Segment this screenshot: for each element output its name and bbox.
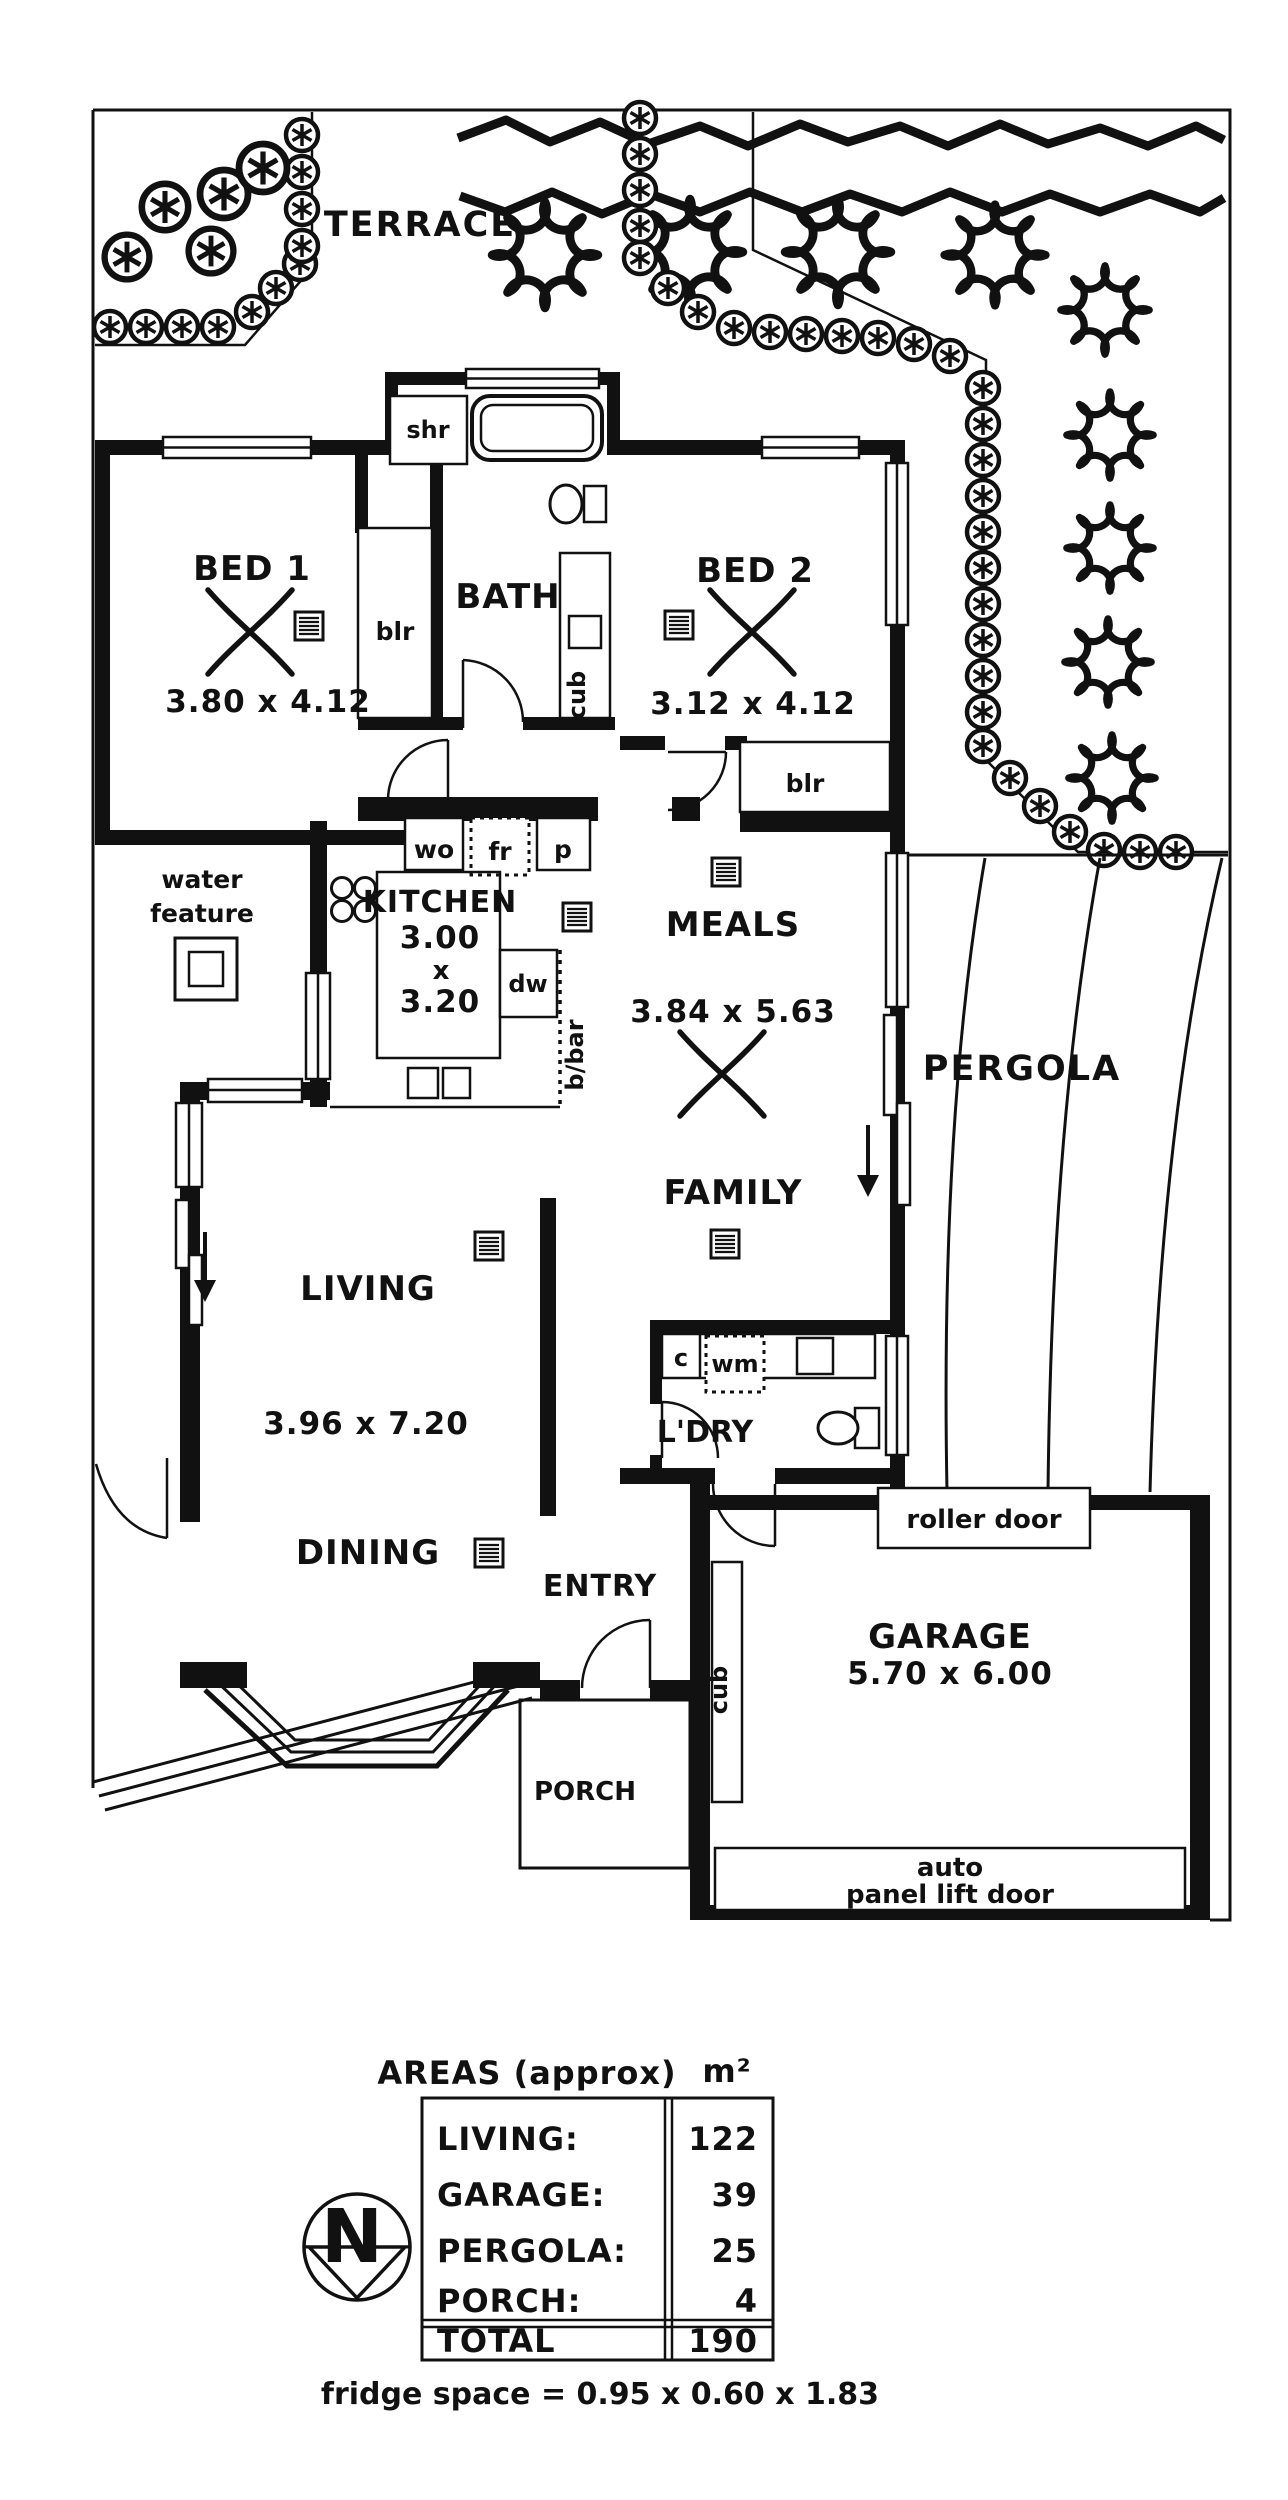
laundry-area [657,1334,879,1450]
pergola-label: PERGOLA [922,1049,1122,1089]
bed2-robe-label: blr [785,769,825,798]
washing-machine-label: wm [711,1350,759,1378]
shrub-icon [624,210,656,242]
shrub-icon [967,444,999,476]
shrub-icon [624,102,656,134]
water-feature-label-1: water [161,865,243,894]
bed1-label: BED 1 [193,549,311,589]
terrace-label: TERRACE [323,205,517,245]
living-dims: 3.96 x 7.20 [263,1406,469,1442]
table-row-value: 39 [711,2176,758,2214]
breakfast-bar-label: b/bar [561,1019,589,1091]
kitchen-label: KITCHEN [362,885,518,920]
shrub-icon [286,230,318,262]
garage-cupboard-label: cub [705,1665,733,1715]
shrub-icon [967,588,999,620]
table-row-label: PORCH: [437,2282,582,2320]
kitchen-area [330,818,590,1107]
fan-icon [208,590,292,674]
shrub-icon [967,552,999,584]
table-row-value: 4 [734,2282,758,2320]
water-feature-symbol [175,938,237,1000]
arrow-icon [857,1175,879,1197]
basin [569,616,601,648]
toilet [550,485,606,523]
tree-icon [785,199,891,305]
pergola-paving-curve [1150,858,1222,1492]
fan-icon [680,1032,764,1116]
shrub-icon [286,193,318,225]
shrub-icon [967,372,999,404]
dining-label: DINING [295,1533,441,1573]
wall-oven-label: wo [413,835,455,864]
vent-icon [563,903,591,931]
meals-family-dims: 3.84 x 5.63 [630,994,836,1030]
roller-door-label: roller door [906,1505,1062,1535]
pergola-paving-curve [1048,858,1100,1492]
meals-window [886,853,908,1007]
table-row-label: PERGOLA: [437,2232,627,2270]
vanity [560,553,610,719]
shrub-icon [934,340,966,372]
bath-window [466,369,599,388]
bed1-window [163,437,311,458]
bath-door [463,660,523,728]
shrub-icon [967,480,999,512]
shrub-icon [130,311,162,343]
shrub-icon [1024,790,1056,822]
shrub-icon [202,311,234,343]
shrub-icon [1088,834,1120,866]
shrub-icon [862,322,894,354]
front-door [582,1620,650,1688]
shrub-icon [286,156,318,188]
garage-label: GARAGE [868,1617,1032,1657]
table-row-value: 25 [711,2232,758,2270]
shrub-icon [105,235,150,280]
tree-icon [1067,392,1153,478]
meals-label: MEALS [665,905,801,945]
shrub-icon [624,242,656,274]
pantry-label: p [554,835,572,864]
living-label: LIVING [300,1269,436,1309]
shrub-icon [239,144,287,192]
porch-label: PORCH [533,1777,637,1807]
water-feature-window [208,1079,302,1102]
shrub-icon [286,119,318,151]
family-label: FAMILY [663,1173,803,1213]
hall-door [713,1484,775,1546]
bath-label: BATH [455,577,561,617]
bed2-dims: 3.12 x 4.12 [650,686,856,722]
shrub-icon [898,328,930,360]
shrub-icon [967,408,999,440]
table-row-label: LIVING: [437,2120,579,2158]
shrub-icon [189,229,234,274]
sink [443,1068,470,1098]
appliances [405,818,590,875]
kitchen-dim-x: x [432,956,450,986]
areas-title: AREAS (approx) [377,2054,677,2092]
bed1-door [388,740,448,800]
garage-doors [715,1488,1185,1910]
laundry-label: L'DRY [656,1415,754,1450]
table-total-label: TOTAL [437,2322,556,2360]
shrub-icon [652,272,684,304]
bed1-robe-label: blr [375,617,415,646]
north-label: N [321,2194,383,2280]
vent-icon [475,1539,503,1567]
shrub-icon [142,184,188,230]
kitchen-dim-1: 3.00 [399,920,481,956]
pergola-area [905,855,1228,1492]
shrub-icon [994,762,1026,794]
table-row-value: 122 [688,2120,758,2158]
water-feature-symbol-inner [189,952,223,986]
shrub-icon [826,320,858,352]
laundry-bench [662,1334,875,1378]
areas-unit: m² [702,2052,752,2090]
shrub-icon [624,138,656,170]
side-gate [96,1458,167,1538]
vent-icon [712,858,740,886]
pergola-paving-curve [946,858,985,1492]
laundry-window [886,1336,908,1455]
sink [408,1068,438,1098]
fridge-label: fr [488,837,512,866]
shrub-icon [790,318,822,350]
bed2-label: BED 2 [696,551,814,591]
table-total-value: 190 [688,2322,758,2360]
table-row-label: GARAGE: [437,2176,606,2214]
fridge-note: fridge space = 0.95 x 0.60 x 1.83 [320,2377,880,2412]
tree-icon [1069,735,1155,821]
laundry-cupboard-label: c [673,1344,689,1372]
laundry-tub [797,1338,833,1374]
bath-cupboard-label: cub [563,670,591,720]
shrub-icon [166,311,198,343]
kitchen-dim-2: 3.20 [399,984,481,1020]
shrub-icon [682,296,714,328]
shrub-icon [967,696,999,728]
vent-icon [665,611,693,639]
terrace-garden [94,102,1228,868]
shrub-bed-left [94,119,318,343]
tree-icon [1067,505,1153,591]
bed2-east-window [886,463,908,625]
shower-label: shr [406,416,450,444]
porch-area [93,1670,690,1868]
shrub-icon [1160,836,1192,868]
garage-dims: 5.70 x 6.00 [847,1656,1053,1692]
dishwasher-label: dw [508,970,548,998]
shrub-icon [967,516,999,548]
fan-icon [710,590,794,674]
water-feature-area [150,865,254,1000]
shrub-icon [624,174,656,206]
entry-label: ENTRY [542,1569,658,1604]
kitchen-west-window [306,973,330,1079]
laundry-toilet [818,1408,879,1448]
water-feature-label-2: feature [150,899,254,928]
vent-icon [711,1230,739,1258]
shrub-icon [1054,816,1086,848]
shrub-icon [754,316,786,348]
bed1-dims: 3.80 x 4.12 [165,684,371,720]
vent-icon [295,612,323,640]
shrub-icon [967,730,999,762]
shrub-icon [718,312,750,344]
bed2-top-window [762,437,859,458]
tree-icon [1065,619,1151,705]
shrub-icon [1124,836,1156,868]
shrub-icon [94,311,126,343]
tree-icon [945,205,1046,306]
porch-steps [93,1670,532,1810]
living-west-window [176,1103,202,1187]
garage-cupboard [705,1562,742,1802]
vent-icon [475,1232,503,1260]
auto-door-label-2: panel lift door [845,1880,1055,1910]
shrub-icon [967,624,999,656]
tree-icon [1061,266,1149,354]
north-compass [304,2194,410,2300]
auto-door-label-1: auto [916,1853,984,1883]
shrub-icon [967,660,999,692]
